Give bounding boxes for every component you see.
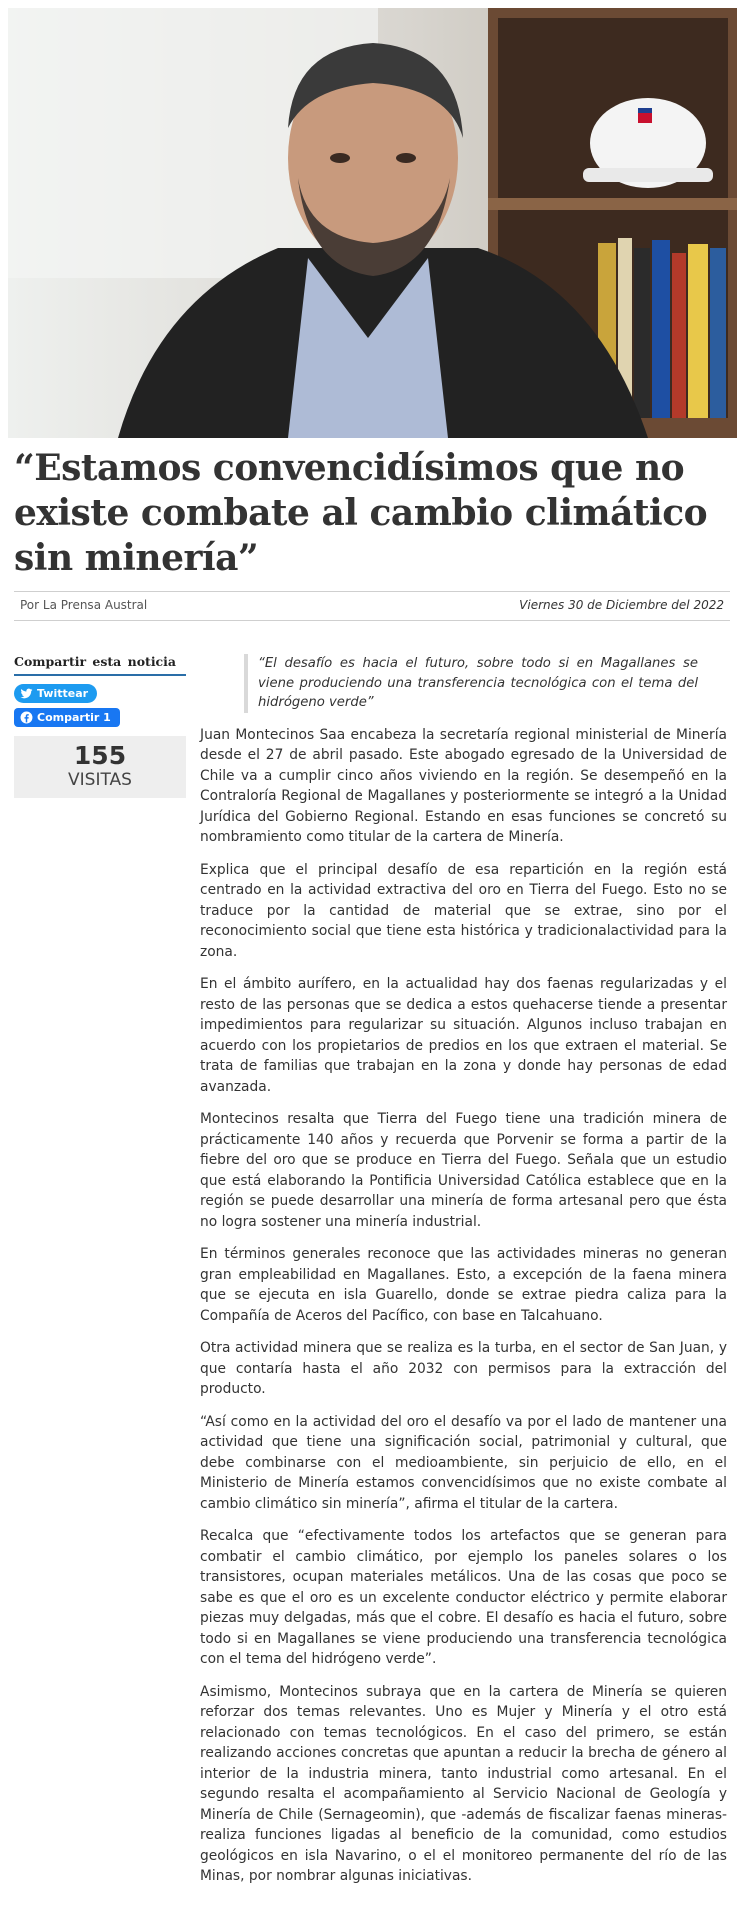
article-meta <box>14 591 730 621</box>
article-title: “Estamos convencidísimos que no existe combate al cambio climático sin minería” <box>14 447 708 579</box>
article-photo <box>8 8 737 438</box>
visits-counter <box>14 736 186 798</box>
portrait-photo-illustration <box>8 8 737 438</box>
share-sidebar <box>14 654 186 798</box>
article-paragraph: Recalca que “efectivamente todos los artefactos que se generan para combatir el cambio climático, por ejemplo los paneles solares o los transistores, ocupan materiales metálicos. Una de las cosas que poco se sabe es que el oro es un excelente conductor eléctrico y permite elaborar piezas muy delgadas, más que el cobre. El desafío es hacia el futuro, sobre todo si en Magallanes se viene produciendo una transferencia tecnológica con el tema del hidrógeno verde”. <box>200 1528 727 1667</box>
visits-count: 155 <box>73 741 127 770</box>
facebook-share-button[interactable] <box>14 708 120 727</box>
visits-label: VISITAS <box>68 770 132 790</box>
pull-quote: “El desafío es hacia el futuro, sobre todo si en Magallanes se viene produciendo una transferencia tecnológica con el tema del hidrógeno verde” <box>244 654 698 713</box>
article-date: Viernes 30 de Diciembre del 2022 <box>519 598 724 612</box>
article-author: Por La Prensa Austral <box>20 598 148 612</box>
article-paragraph: Asimismo, Montecinos subraya que en la cartera de Minería se quieren reforzar dos temas relevantes. Uno es Mujer y Minería y el otro está relacionado con temas tecnológicos. En el caso del primero, se están realizando acciones concretas que apuntan a reducir la brecha de género al interior de la industria minera, tanto industrial como artesanal. En el segundo resalta el acompañamiento al Servicio Nacional de Geología y Minería de Chile (Sernageomin), que -además de fiscalizar faenas mineras- realiza funciones ligadas al beneficio de la comunidad, como estudios geológicos en isla Navarino, o el el monitoreo permanente del río de las Minas, por nombrar algunas iniciativas. <box>200 1683 727 1884</box>
facebook-share-label: Compartir 1 <box>37 711 111 724</box>
article-paragraph: Otra actividad minera que se realiza es la turba, en el sector de San Juan, y que contaría hasta el año 2032 con permisos para la extracción del producto. <box>200 1340 727 1397</box>
twitter-share-label: Twittear <box>37 687 89 700</box>
twitter-share-button[interactable] <box>14 684 97 703</box>
article-paragraph: En el ámbito aurífero, en la actualidad hay dos faenas regularizadas y el resto de las personas que se dedica a estos quehacerse tiende a presentar impedimientos para regularizar su situación. Algunos incluso trabajan en acuerdo con los propietarios de predios en los que extraen el material. Se trata de familias que trabajan en la zona y donde hay personas de edad avanzada. <box>200 976 727 1095</box>
facebook-icon <box>20 711 33 724</box>
article-paragraph: Montecinos resalta que Tierra del Fuego tiene una tradición minera de prácticamente 140 años y recuerda que Porvenir se forma a partir de la fiebre del oro que se produce en Tierra del Fuego. Señala que un estudio que está elaborando la Pontificia Universidad Católica establece que en la región se puede desarrollar una minería de forma artesanal pero que ésta no logra sostener una minería industrial. <box>200 1111 727 1230</box>
article-paragraph: En términos generales reconoce que las actividades mineras no generan gran empleabilidad en Magallanes. Esto, a excepción de la faena minera que se ejecuta en isla Guarello, donde se extrae piedra caliza para la Compañía de Aceros del Pacífico, con base en Talcahuano. <box>200 1246 727 1324</box>
article-body <box>200 654 727 1899</box>
twitter-bird-icon <box>20 687 33 700</box>
article-paragraph: “Así como en la actividad del oro el desafío va por el lado de mantener una actividad que tiene una significación social, patrimonial y cultural, que debe combinarse con el medioambiente, sin perjuicio de ello, en el Ministerio de Minería estamos convencidísimos que no existe combate al cambio climático sin minería”, afirma el titular de la cartera. <box>200 1413 727 1512</box>
share-title: Compartir esta noticia <box>14 654 186 676</box>
article-paragraph: Explica que el principal desafío de esa repartición en la región está centrado en la actividad extractiva del oro en Tierra del Fuego. Esto no se traduce por la cantidad de material que se extrae, sino por el reconocimiento social que tiene esta histórica y tradicionalactividad para la zona. <box>200 861 727 960</box>
article-paragraph: Juan Montecinos Saa encabeza la secretaría regional ministerial de Minería desde el 27 de abril pasado. Este abogado egresado de la Universidad de Chile va a cumplir cinco años viviendo en la región. Se desempeñó en la Contraloría Regional de Magallanes y posteriormente se integró a la Unidad Jurídica del Gobierno Regional. Estando en esas funciones se concretó su nombramiento como titular de la cartera de Minería. <box>200 726 727 845</box>
